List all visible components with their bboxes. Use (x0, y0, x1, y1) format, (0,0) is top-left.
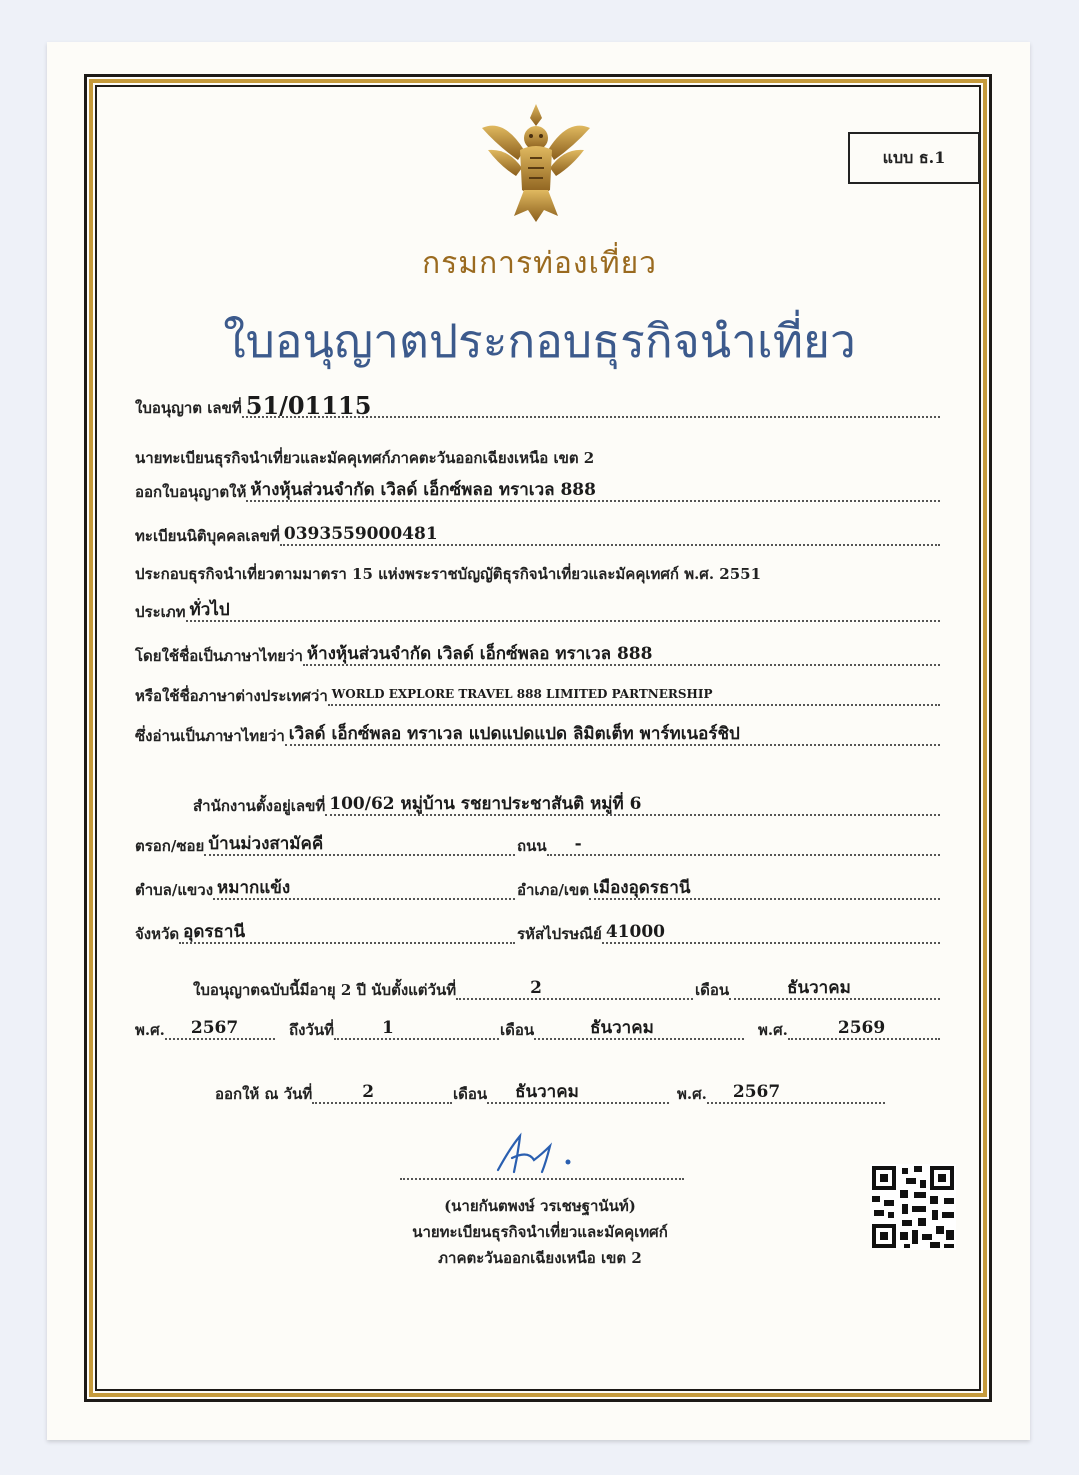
validity-label: ใบอนุญาตฉบับนี้มีอายุ 2 ปี นับตั้งแต่วันที่ (193, 981, 457, 999)
validity-start-row (193, 976, 693, 1002)
postcode-row (517, 920, 940, 946)
soi-label: ตรอก/ซอย (135, 837, 205, 855)
province-row (135, 920, 515, 946)
validity-end-year-row (758, 1016, 940, 1042)
act-row (135, 560, 940, 586)
type-label: ประเภท (135, 603, 186, 621)
signer-title-1: นายทะเบียนธุรกิจนำเที่ยวและมัคคุเทศก์ (412, 1223, 668, 1241)
department-name: กรมการท่องเที่ยว (421, 246, 658, 281)
registrar-line: นายทะเบียนธุรกิจนำเที่ยวและมัคคุเทศก์ภาคตะวันออกเฉียงเหนือ เขต 2 (135, 449, 595, 467)
issued-month-label: เดือน (453, 1085, 488, 1103)
form-code-box: แบบ ธ.1 (848, 132, 980, 184)
office-value: 100/62 หมู่บ้าน รชยาประชาสันติ หมู่ที่ 6 (329, 794, 642, 814)
district-value: เมืองอุดรธานี (593, 878, 691, 898)
signer-name: (นายกันตพงษ์ วรเชษฐานันท์) (444, 1197, 636, 1215)
validity-end-day: 1 (381, 1018, 394, 1038)
office-row (193, 792, 940, 818)
foreign-name-label: หรือใช้ชื่อภาษาต่างประเทศว่า (135, 687, 328, 705)
signer-title-2: ภาคตะวันออกเฉียงเหนือ เขต 2 (438, 1249, 642, 1267)
issued-month-row (453, 1080, 669, 1106)
validity-end-month-label: เดือน (500, 1021, 535, 1039)
postcode-value: 41000 (605, 922, 665, 942)
read-as-row (135, 722, 940, 748)
type-row (135, 598, 940, 624)
issued-year: 2567 (732, 1082, 781, 1102)
license-number-row (135, 394, 940, 420)
validity-start-year: 2567 (190, 1018, 239, 1038)
license-number-value: 51/01115 (245, 394, 372, 418)
juristic-label: ทะเบียนนิติบุคคลเลขที่ (135, 527, 280, 545)
issued-label: ออกให้ ณ วันที่ (215, 1085, 313, 1103)
validity-end-day-row (289, 1016, 499, 1042)
foreign-name-value: WORLD EXPLORE TRAVEL 888 LIMITED PARTNERSHIP (331, 687, 713, 701)
issued-month: ธันวาคม (515, 1082, 579, 1102)
thai-name-row (135, 642, 940, 668)
subdistrict-value: หมากแข้ง (217, 878, 291, 898)
issued-day-row (215, 1080, 452, 1106)
validity-start-month-row (695, 976, 940, 1002)
province-value: อุดรธานี (183, 922, 246, 942)
foreign-name-row (135, 682, 940, 708)
act-line: ประกอบธุรกิจนำเที่ยวตามมาตรา 15 แห่งพระราชบัญญัติธุรกิจนำเที่ยวและมัคคุเทศก์ พ.ศ. 2551 (135, 565, 762, 583)
garuda-emblem-icon (474, 98, 598, 228)
license-number-label: ใบอนุญาต เลขที่ (135, 399, 242, 417)
juristic-row (135, 522, 940, 548)
thai-name-value: ห้างหุ้นส่วนจำกัด เวิลด์ เอ็กซ์พลอ ทราเวล 888 (306, 644, 653, 664)
issued-day: 2 (362, 1082, 375, 1102)
validity-end-month: ธันวาคม (590, 1018, 654, 1038)
postcode-label: รหัสไปรษณีย์ (517, 925, 602, 943)
subdistrict-label: ตำบล/แขวง (135, 881, 214, 899)
issued-year-row (677, 1080, 885, 1106)
signature-icon (488, 1128, 588, 1178)
issued-to-row (135, 478, 940, 504)
thai-name-label: โดยใช้ชื่อเป็นภาษาไทยว่า (135, 647, 303, 665)
issued-to-label: ออกใบอนุญาตให้ (135, 483, 247, 501)
office-label: สำนักงานตั้งอยู่เลขที่ (193, 797, 326, 815)
subdistrict-row (135, 876, 515, 902)
certificate-title: ใบอนุญาตประกอบธุรกิจนำเที่ยว (223, 314, 856, 368)
road-row (517, 832, 940, 858)
validity-month-label: เดือน (695, 981, 730, 999)
district-label: อำเภอ/เขต (517, 881, 590, 899)
juristic-value: 0393559000481 (283, 524, 438, 544)
type-value: ทั่วไป (189, 600, 230, 620)
qr-code-icon (870, 1164, 956, 1250)
validity-start-year-row (135, 1016, 275, 1042)
read-as-value: เวิลด์ เอ็กซ์พลอ ทราเวล แปดแปดแปด ลิมิตเต็ท พาร์ทเนอร์ชิป (288, 724, 740, 744)
validity-year-label: พ.ศ. (135, 1021, 165, 1039)
validity-end-year-label: พ.ศ. (758, 1021, 788, 1039)
validity-end-year: 2569 (837, 1018, 886, 1038)
issued-to-value: ห้างหุ้นส่วนจำกัด เวิลด์ เอ็กซ์พลอ ทราเวล 888 (250, 480, 596, 500)
validity-end-month-row (500, 1016, 744, 1042)
issued-year-label: พ.ศ. (677, 1085, 707, 1103)
read-as-label: ซึ่งอ่านเป็นภาษาไทยว่า (135, 727, 285, 745)
validity-start-month: ธันวาคม (787, 978, 851, 998)
soi-value: บ้านม่วงสามัคคี (208, 834, 324, 854)
district-row (517, 876, 940, 902)
road-value: - (574, 834, 582, 854)
province-label: จังหวัด (135, 925, 180, 943)
validity-until-label: ถึงวันที่ (289, 1021, 334, 1039)
road-label: ถนน (517, 837, 547, 855)
validity-start-day: 2 (530, 978, 542, 998)
soi-row (135, 832, 515, 858)
signature-line (400, 1178, 684, 1180)
registrar-row (135, 444, 940, 470)
